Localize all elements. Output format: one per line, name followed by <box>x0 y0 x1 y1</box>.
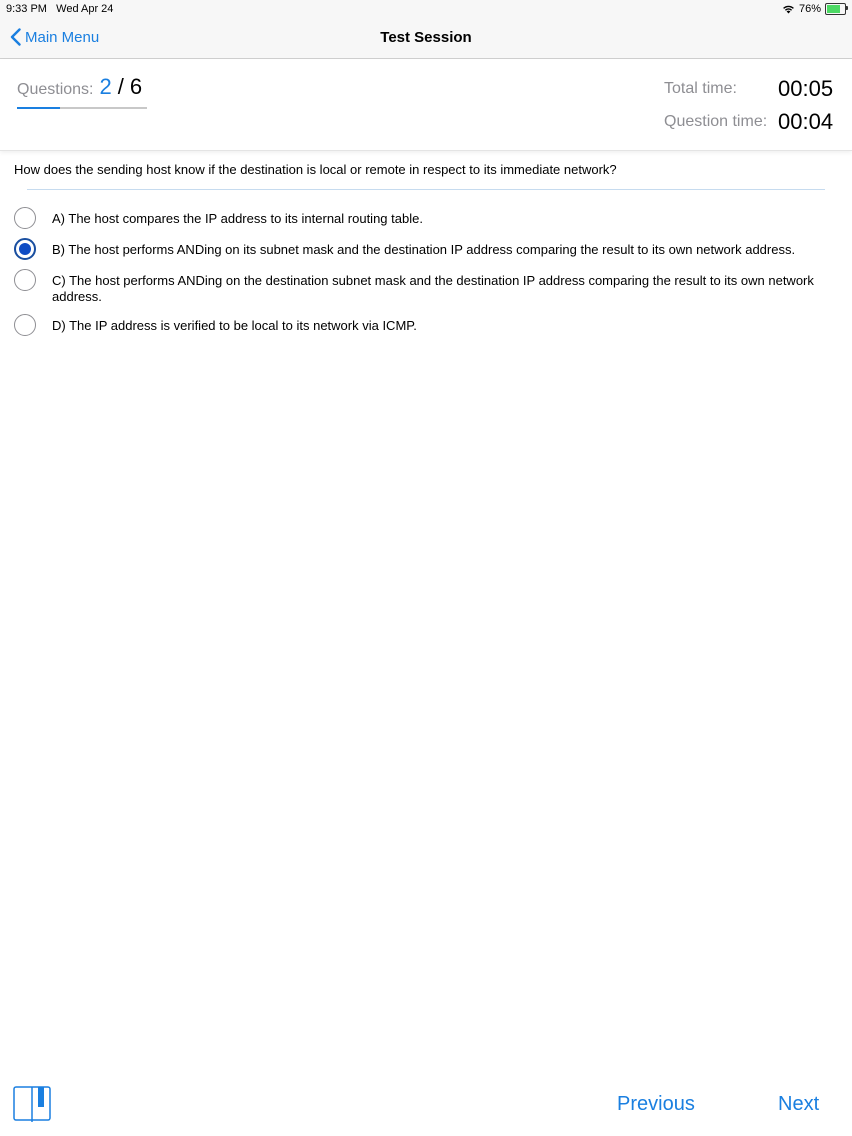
status-time <box>6 3 113 15</box>
status-date: Wed Apr 24 <box>56 3 114 15</box>
answer-label: D) The IP address is verified to be local to its network via ICMP. <box>52 318 417 333</box>
navigation-bar <box>0 18 852 59</box>
next-button[interactable]: Next <box>778 1093 820 1115</box>
answer-label: C) The host performs ANDing on the destination subnet mask and the destination IP address comparing the result to its own network address. <box>52 273 814 304</box>
question-separator: / <box>117 74 124 99</box>
radio-button[interactable] <box>14 269 36 291</box>
answer-label: B) The host performs ANDing on its subnet mask and the destination IP address comparing the result to its own network address. <box>52 242 796 257</box>
question-divider <box>27 189 825 190</box>
status-bar <box>0 0 852 18</box>
total-questions-number: 6 <box>129 74 143 99</box>
answer-label: A) The host compares the IP address to its internal routing table. <box>52 211 423 226</box>
back-button-label: Main Menu <box>25 28 100 46</box>
wifi-icon <box>782 4 795 14</box>
question-time-label: Question time: <box>664 113 768 130</box>
status-indicators <box>782 3 846 15</box>
question-counter <box>17 74 142 100</box>
questions-label: Questions: <box>17 81 94 98</box>
current-question-number: 2 <box>99 74 112 99</box>
answer-option-b[interactable] <box>14 238 839 260</box>
radio-button[interactable] <box>14 314 36 336</box>
answer-list <box>14 207 839 345</box>
question-progress-bar <box>17 107 147 109</box>
previous-button[interactable]: Previous <box>617 1093 695 1115</box>
question-progress-fill <box>17 107 60 109</box>
total-time-label: Total time: <box>664 80 737 97</box>
radio-button[interactable] <box>14 238 36 260</box>
question-text: How does the sending host know if the destination is local or remote in respect to its immediate network? <box>14 162 617 177</box>
answer-option-c[interactable] <box>14 269 839 305</box>
total-time-value: 00:05 <box>778 76 834 101</box>
bookmark-book-icon[interactable] <box>13 1086 51 1129</box>
radio-button[interactable] <box>14 207 36 229</box>
answer-option-d[interactable] <box>14 314 839 336</box>
page-title: Test Session <box>380 29 472 46</box>
status-clock: 9:33 PM <box>6 3 47 15</box>
answer-option-a[interactable] <box>14 207 839 229</box>
question-time-value: 00:04 <box>778 109 834 134</box>
battery-icon <box>825 3 846 15</box>
battery-percent: 76% <box>798 3 821 15</box>
session-header <box>0 59 852 151</box>
battery-level <box>827 5 840 13</box>
